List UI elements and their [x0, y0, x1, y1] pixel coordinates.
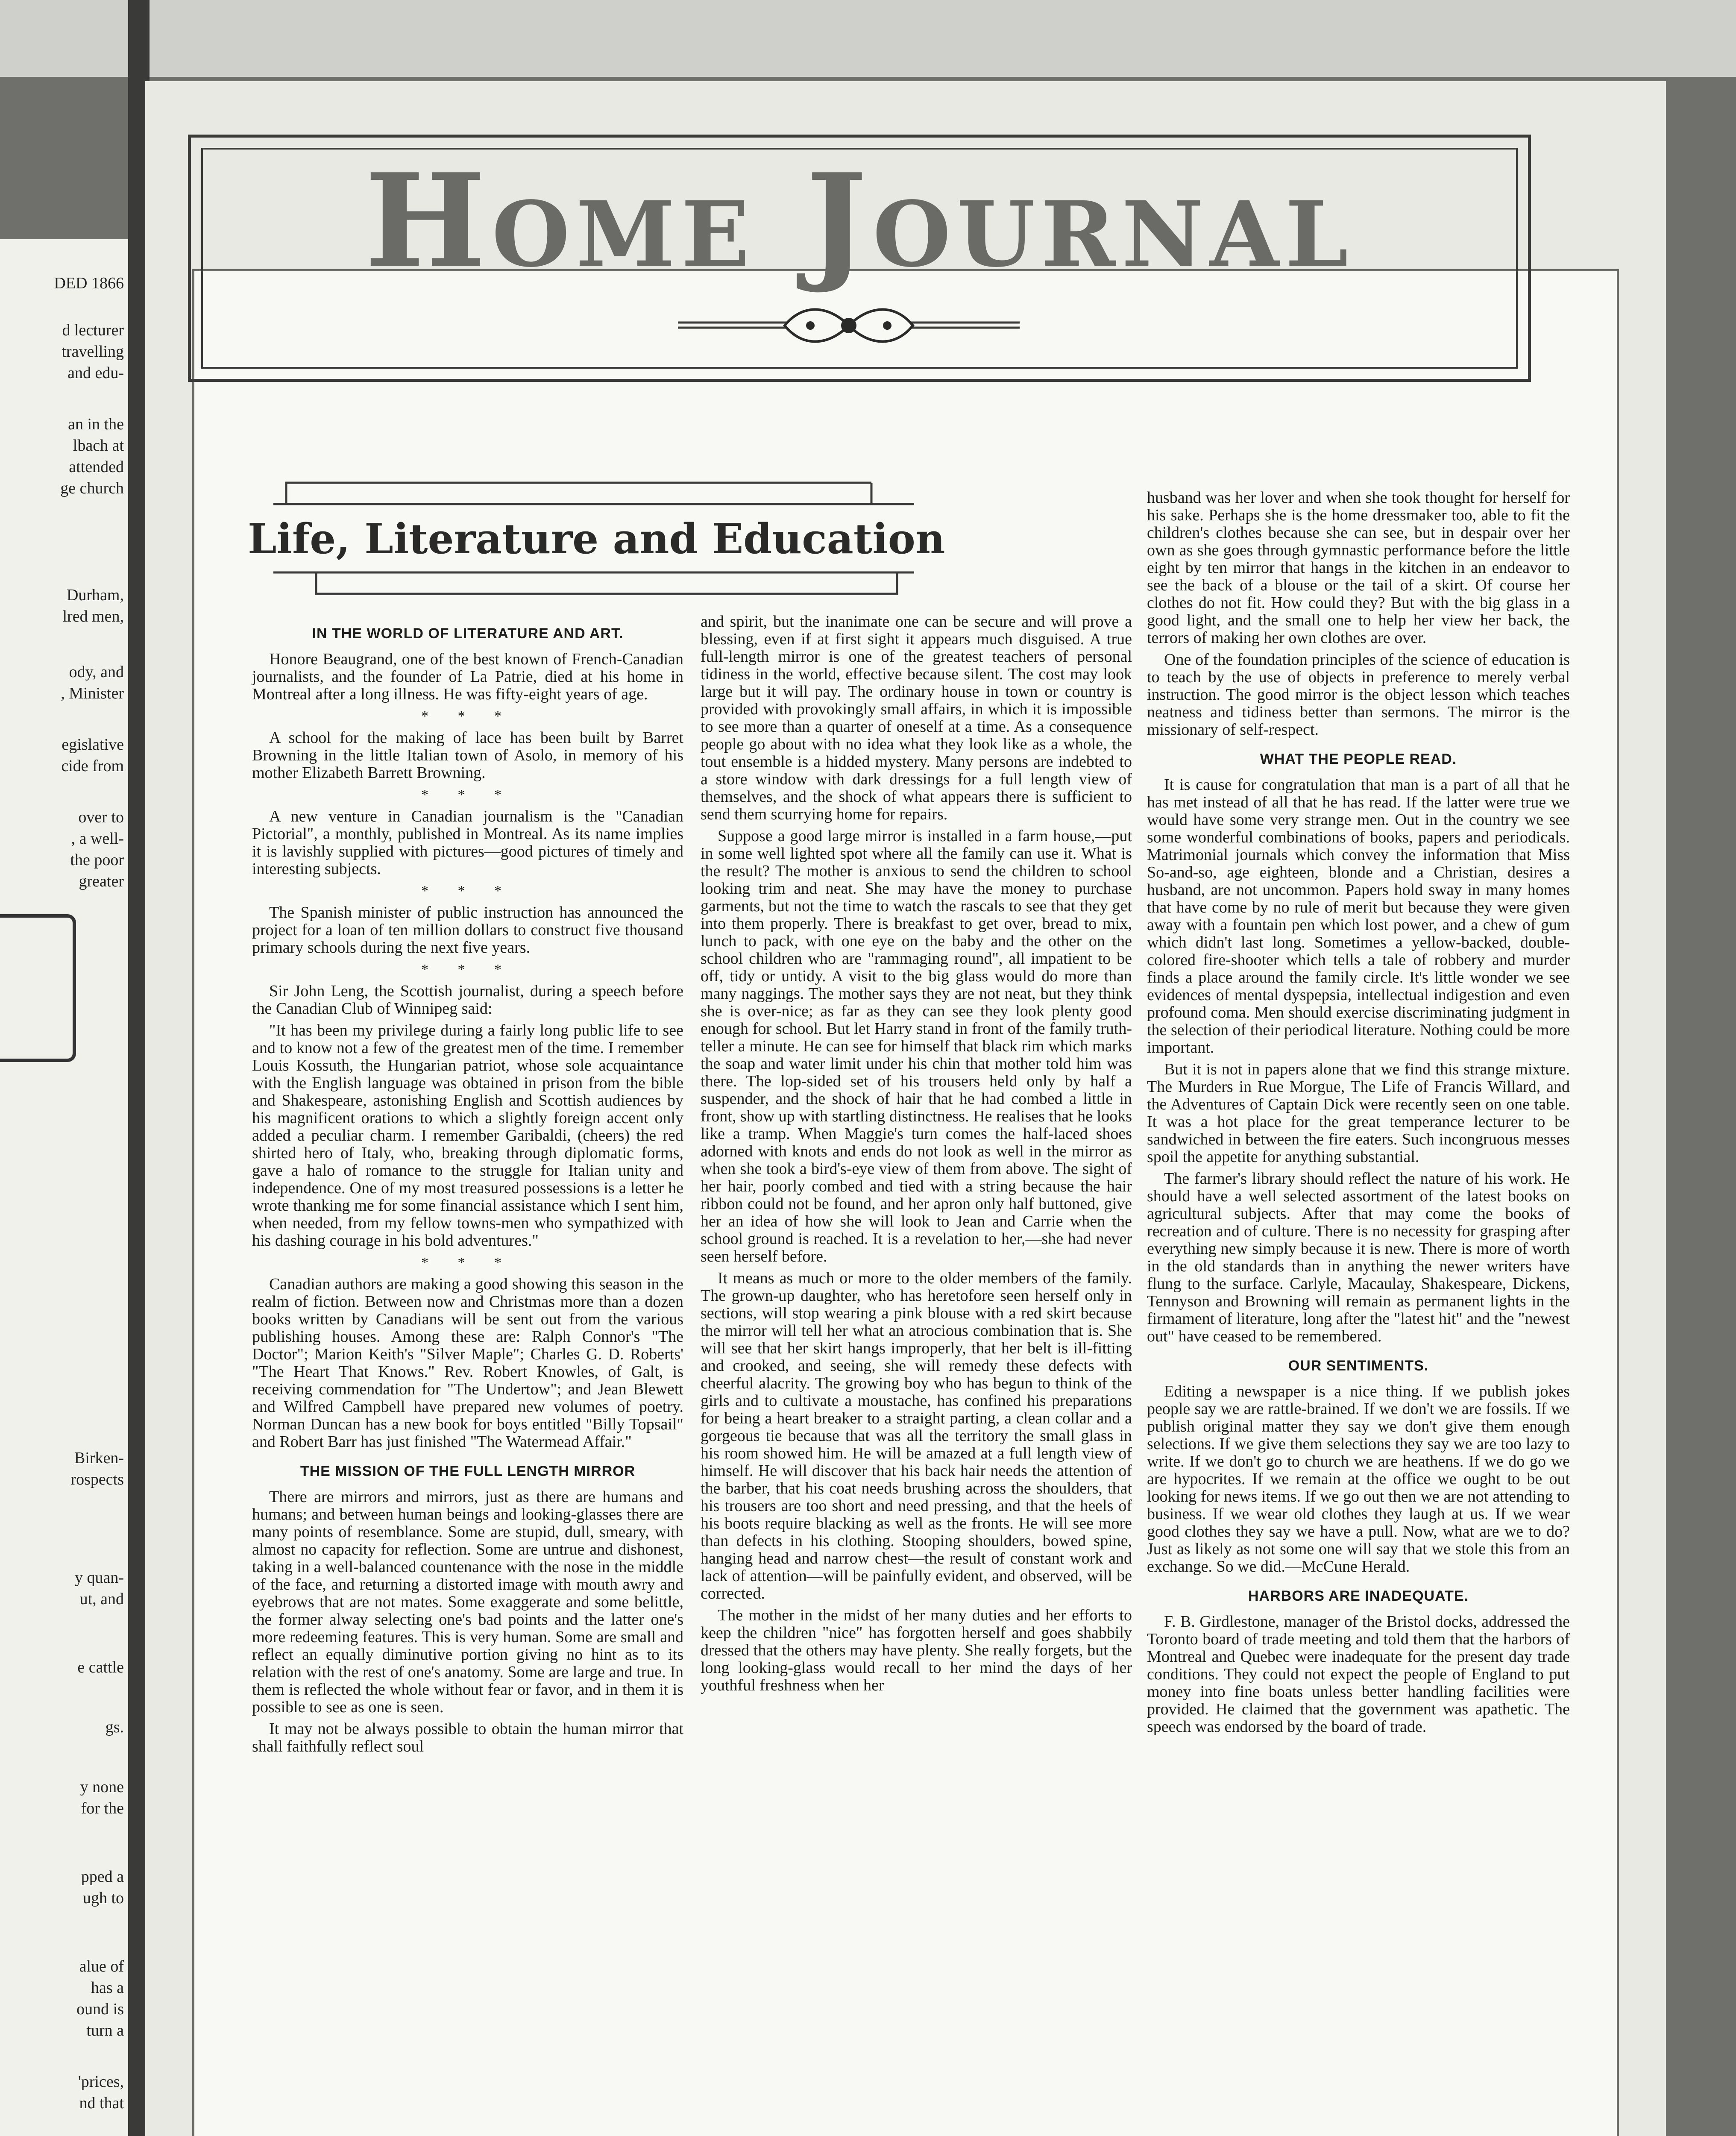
left-page-text-fragment: greater: [79, 872, 124, 890]
separator: * * *: [421, 1255, 514, 1270]
left-page-text-fragment: Durham,: [66, 586, 124, 604]
article-heading-literature: IN THE WORLD OF LITERATURE AND ART.: [312, 625, 624, 642]
separator: * * *: [421, 883, 514, 899]
scanner-frame: [0, 0, 1736, 77]
left-page-text-fragment: ody, and: [69, 663, 124, 681]
paragraph: The farmer's library should reflect the nature of his work. He should have a well selected assortment of the latest books on agricultural subjects. After that may come the books of recreation and of culture. There is no necessity for grasping after everything new simply because it is new. There is more of worth in the old standards than in anything the newer writers have flung to the surface. Carlyle, Macaulay, Shakespeare, Dickens, Tennyson and Browning will remain as permanent lights in the firmament of literature, long after the "latest hit" and the "newest out" have ceased to be remembered.: [1147, 1170, 1570, 1345]
ornament-flourish-icon: [678, 302, 1020, 349]
left-page-text-fragment: DED 1866: [54, 274, 124, 292]
left-page-text-fragment: for the: [81, 1799, 124, 1817]
paragraph: It is cause for congratulation that man is a part of all that he has met instead of all that he has read. If the latter were true we would have some very strange men. Out in the country we see some wonderful combinations of books, papers and periodicals. Matrimonial journals which convey the information that Miss So-and-so, age eighteen, blonde and a Christian, desires a husband, are not uncommon. Papers hold sway in many homes that have come by no rule of merit but because they were given away with a fountain pen which lost power, and a chew of gum which didn't last long. Sometimes a yellow-backed, double-colored fire-shooter which tells a tale of robbery and murder finds a place around the family circle. It's little wonder we see evidences of mental dyspepsia, intellectual indigestion and even profound coma. Men should exercise discriminating judgment in the selection of their periodical literature. Nothing could be more important.: [1147, 776, 1570, 1056]
left-page-text-fragment: ut, and: [79, 1590, 124, 1608]
left-page-text-fragment: alue of: [79, 1957, 124, 1975]
left-page-text-fragment: has a: [91, 1979, 124, 1997]
left-page-text-fragment: lbach at: [73, 437, 124, 455]
section-heading-frame: [248, 474, 945, 602]
paragraph: F. B. Girdlestone, manager of the Bristol docks, addressed the Toronto board of trade meeting and told them that the harbors of Montreal and Quebec were inadequate for the present day trade conditions. They could not expect the people of England to put money into fine boats unless better handling facilities were provided. He claimed that the government was apathetic. The speech was endorsed by the board of trade.: [1147, 1613, 1570, 1736]
left-page-text-fragment: d lecturer: [62, 321, 124, 339]
left-page-text-fragment: y none: [80, 1778, 124, 1796]
paragraph: A school for the making of lace has been built by Barret Browning in the little Italian town of Asolo, in memory of his mother Elizabeth Barrett Browning.: [252, 729, 683, 782]
paragraph: One of the foundation principles of the science of education is to teach by the use of objects in preference to merely verbal instruction. The good mirror is the object lesson which teaches neatness and tidiness better than sermons. The mirror is the missionary of self-respect.: [1147, 651, 1570, 739]
paragraph: There are mirrors and mirrors, just as there are humans and humans; and between human beings and looking-glasses there are many points of resemblance. Some are stupid, dull, smeary, with almost no capacity for reflection. Some are untrue and dishonest, taking in a well-balanced countenance with the nose in the middle of the face, and returning a distorted image with mouth awry and eyebrows that are not mates. Some exaggerate and some belittle, the former alway selecting one's bad points and the latter one's more redeeming features. This is very human. Some are small and reflect an equally diminutive portion giving no hint as to its relation with the rest of one's anatomy. Some are large and true. In them is reflected the whole without fear or favor, and in them it is possible to see as one is seen.: [252, 1488, 683, 1716]
paragraph: But it is not in papers alone that we find this strange mixture. The Murders in Rue Morgue, The Life of Francis Willard, and the Adventures of Captain Dick were recently seen on one table. It was a hot place for the great temperance lecturer to be sandwiched in between the fire eaters. Such incongruous messes spoil the appetite for anything substantial.: [1147, 1060, 1570, 1166]
paragraph: A new venture in Canadian journalism is the "Canadian Pictorial", a monthly, published in Montreal. As its name implies it is lavishly supplied with pictures—good pictures of timely and interesting subjects.: [252, 807, 683, 878]
column-2: [701, 613, 1132, 1699]
article-heading-harbors: HARBORS ARE INADEQUATE.: [1248, 1588, 1469, 1604]
left-page-text-fragment: rospects: [70, 1470, 124, 1488]
left-page-text-fragment: Birken-: [74, 1449, 124, 1467]
paragraph: "It has been my privilege during a fairly long public life to see and to know not a few of the greatest men of the time. I remember Louis Kossuth, the Hungarian patriot, whose sole acquaintance with the English language was obtained in prison from the bible and Shakespeare, astonishing English and Scottish audiences by his magnificent orations to which a slightly foreign accent only added a peculiar charm. I remember Garibaldi, (cheers) the red shirted hero of Italy, who, breaking through diplomatic forms, gave a halo of romance to the struggle for Italian unity and independence. One of my most treasured possessions is a letter he wrote thanking me for some financial assistance which I sent him, when needed, from my fellow towns-men who sympathized with his dashing courage in his bold adventures.": [252, 1021, 683, 1250]
left-page-box: [0, 914, 76, 1062]
paragraph: The mother in the midst of her many duties and her efforts to keep the children "nice" has forgotten herself and goes shabbily dressed that the others may have plenty. She really forgets, but the long looking-glass would recall to her mind the days of her youthful freshness when her: [701, 1606, 1132, 1694]
left-page-text-fragment: travelling: [62, 343, 124, 361]
journal-page: [145, 81, 1666, 2136]
left-page-text-fragment: y quan-: [74, 1569, 124, 1587]
left-page-text-fragment: attended: [69, 458, 124, 476]
left-page-text-fragment: e cattle: [77, 1658, 124, 1676]
article-heading-sentiments: OUR SENTIMENTS.: [1288, 1358, 1429, 1374]
masthead: [188, 135, 1531, 382]
separator: * * *: [421, 708, 514, 724]
paragraph: The Spanish minister of public instruction has announced the project for a loan of ten million dollars to construct five thousand primary schools during the next five years.: [252, 904, 683, 957]
left-page-text-fragment: and edu-: [67, 364, 124, 382]
left-page-text-fragment: 'prices,: [78, 2073, 124, 2091]
paragraph: Sir John Leng, the Scottish journalist, during a speech before the Canadian Club of Winnipeg said:: [252, 982, 683, 1018]
left-page-text-fragment: ugh to: [82, 1889, 124, 1907]
section-heading: Life, Literature and Education: [248, 515, 945, 563]
article-heading-mirror: THE MISSION OF THE FULL LENGTH MIRROR: [300, 1463, 636, 1479]
paragraph: It means as much or more to the older members of the family. The grown-up daughter, who has heretofore seen herself only in sections, will stop wearing a pink blouse with a red skirt because the mirror will tell her what an atrocious combination that is. She will see that her skirt hangs improperly, that her belt is ill-fitting and crooked, and seeing, she will remedy these defects with cheerful alacrity. The growing boy who has begun to think of the girls and to cultivate a moustache, has confined his preparations for being a heart breaker to a straight parting, a clean collar and a gorgeous tie because that was all the territory the small glass in his room showed him. He will be amazed at a full length view of himself. He will discover that his back hair needs the attention of the barber, that his coat needs brushing across the shoulders, that his trousers are too short and need pressing, and that the heels of his boots require blacking as well as the fronts. He will see more than defects in his clothing. Stooping shoulders, bowed spine, hanging head and narrow chest—the result of constant work and lack of attention—will be painfully evident, and observed, will be corrected.: [701, 1269, 1132, 1602]
paragraph: Honore Beaugrand, one of the best known of French-Canadian journalists, and the founder of La Patrie, died at his home in Montreal after a long illness. He was fifty-eight years of age.: [252, 650, 683, 703]
left-page-text-fragment: the poor: [70, 851, 124, 869]
left-page-text-fragment: an in the: [68, 415, 124, 433]
adjacent-page-fragment: [0, 239, 128, 2136]
left-page-text-fragment: turn a: [86, 2022, 124, 2039]
separator: * * *: [421, 962, 514, 977]
left-page-text-fragment: cide from: [61, 757, 124, 775]
paragraph: Canadian authors are making a good showing this season in the realm of fiction. Between now and Christmas more than a dozen books written by Canadians will be sent out from the various publishing houses. Among these are: Ralph Connor's "The Doctor"; Marion Keith's "Silver Maple"; Charles G. D. Roberts' "The Heart That Knows." Rev. Robert Knowles, of Galt, is receiving commendation for "The Undertow"; and Jean Blewett and Wilfred Campbell have prepared new volumes of poetry. Norman Duncan has a new book for boys entitled "Billy Topsail" and Robert Barr has just finished "The Watermead Affair.": [252, 1275, 683, 1451]
column-3: [1147, 489, 1570, 1740]
left-page-text-fragment: over to: [78, 808, 124, 826]
left-page-text-fragment: , a well-: [71, 830, 124, 848]
left-page-text-fragment: lred men,: [62, 607, 124, 625]
paragraph: Suppose a good large mirror is installed in a farm house,—put in some well lighted spot where all the family can use it. What is the result? The mother is anxious to send the children to school looking trim and neat. She may have the money to purchase garments, but not the time to watch the rascals to see that they get into them properly. There is breakfast to get over, bread to mix, lunch to pack, with one eye on the baby and the other on the school children who are "rammaging round", all impatient to be off, tidy or untidy. A visit to the big glass would do more than many naggings. The mother says they are not neat, but they think she is over-nice; as far as they can see they look plenty good enough for school. But let Harry stand in front of the family truth-teller a minute. He can see for himself that black rim which marks the soap and water limit under his chin that mother told him was there. The lop-sided set of his trousers held only by half a suspender, and the shock of hair that he had combed a little in front, show up with startling distinctness. He realises that he looks like a tramp. When Maggie's turn comes the half-laced shoes adorned with knots and ends do not look as well in the mirror as when she took a bird's-eye view of them from above. The sight of her hair, poorly combed and tied with a string because the hair ribbon could not be found, and her apron only half buttoned, give her an idea of how she will look to Jean and Carrie when the school ground is reached. It is a revelation to her,—she had never seen herself before.: [701, 827, 1132, 1265]
left-page-text-fragment: egislative: [62, 736, 124, 754]
masthead-title: Home Journal: [364, 145, 1355, 296]
left-page-text-fragment: ound is: [76, 2000, 124, 2018]
left-page-text-fragment: nd that: [79, 2094, 124, 2112]
paragraph: husband was her lover and when she took thought for herself for his sake. Perhaps she is the home dressmaker too, able to fit the children's clothes because she can see, but in despair over her own as she goes through gymnastic performance before the little eight by ten mirror that hangs in the kitchen in an endeavor to see the back of a blouse or the tail of a skirt. Of course her clothes do not fit. How could they? But with the big glass in a good light, and the small one to help her view her back, the terrors of making her own clothes are over.: [1147, 489, 1570, 647]
paragraph: It may not be always possible to obtain the human mirror that shall faithfully reflect soul: [252, 1720, 683, 1755]
left-page-text-fragment: ge church: [60, 479, 124, 497]
left-page-text-fragment: gs.: [105, 1718, 124, 1736]
left-page-text-fragment: pped a: [81, 1868, 124, 1886]
article-heading-read: WHAT THE PEOPLE READ.: [1260, 751, 1457, 767]
separator: * * *: [421, 787, 514, 803]
left-page-text-fragment: , Minister: [61, 684, 124, 702]
paragraph: and spirit, but the inanimate one can be secure and will prove a blessing, even if at first sight it appears much disguised. A true full-length mirror is one of the greatest teachers of personal tidiness in the world, effective because silent. The cost may look large but it will pay. The ordinary house in town or country is provided with provokingly small affairs, in which it is impossible to see more than a quarter of oneself at a time. As a consequence people go about with no idea what they look like as a whole, the tout ensemble is a hidded mystery. Many persons are indebted to a store window with dark dressings for a full length view of themselves, and the shock of what appears there is sufficient to send them scurrying home for repairs.: [701, 613, 1132, 823]
paragraph: Editing a newspaper is a nice thing. If we publish jokes people say we are rattle-brained. If we don't we are fossils. If we publish original matter they say we don't give them enough selections. If we give them selections they say we are too lazy to write. If we don't go to church we are heathens. If we do go we are hypocrites. If we remain at the office we ought to be out looking for news items. If we go out then we are not attending to business. If we wear old clothes they laugh at us. If we wear good clothes they say we have a pull. Now, what are we to do? Just as likely as not some one will say that we stole this from an exchange. So we did.—McCune Herald.: [1147, 1382, 1570, 1576]
column-1: [252, 613, 683, 1760]
